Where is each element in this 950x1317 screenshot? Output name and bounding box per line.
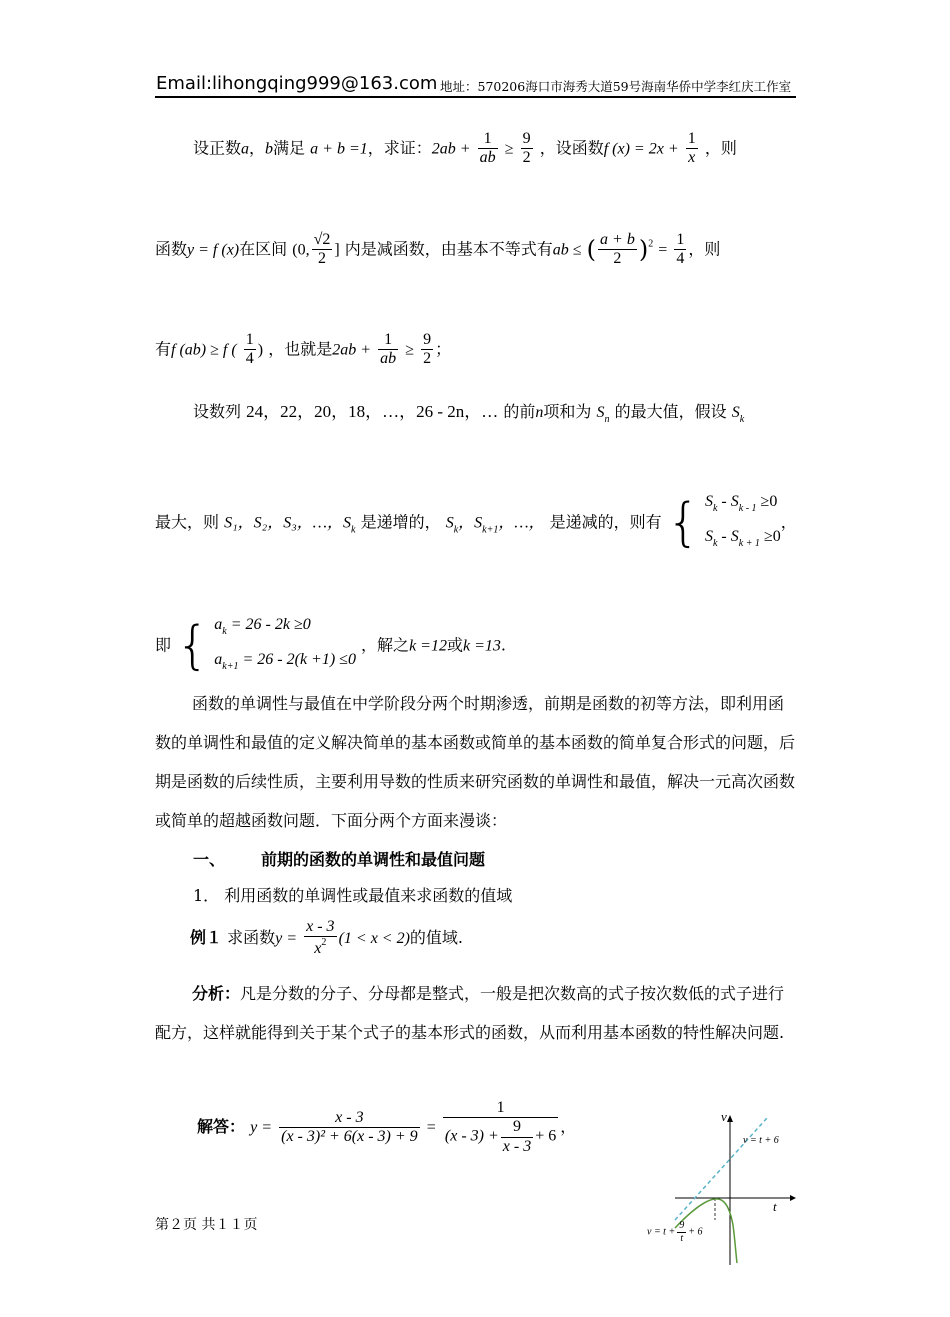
analysis-paragraph: 分析：凡是分数的分子、分母都是整式，一般是把次数高的式子按次数低的式子进行配方，这样就能得到关于某个式子的基本形式的函数，从而利用基本函数的特性解决问题. [155,984,785,1042]
page-footer: 第２页 共１１页 [155,1217,258,1233]
v-axis-arrow [727,1115,733,1122]
intro-paragraph: 函数的单调性与最值在中学阶段分两个时期渗透，前期是函数的初等方法，即利用函数的单调性和最值的定义解决简单的基本函数或简单的基本函数的简单复合形式的问题，后期是函数的后续性质，主要利用导数的性质来研究函数的单调性和最值，解决一元高次函数或简单的超越函数问题．下面分两个方面来漫谈： [155,694,796,830]
line-1: 设正数a，b满足 a + b =1，求证：2ab + $\frac{1}{ab}$ ≥ $\frac{9}{2}$ ，设函数f (x) = 2x + $\frac{1}{x}$ ，则 [193,130,737,167]
example-1: 例１ 求函数y = $\frac{x - 3}{x^2}$ (1 < x < 2)的值域. [190,918,464,958]
function-graph [647,1100,800,1270]
curve-label: v = t + $\frac{9}{t}$ + 6 [647,1220,703,1244]
subsection-heading: 1． 利用函数的单调性或最值来求函数的值域 [193,886,513,905]
line-label: v = t + 6 [743,1135,779,1146]
asymptote-line [675,1118,767,1220]
line-3: 有f (ab) ≥ f ( $\frac{1}{4}$ ) ，也就是2ab + $\frac{1}{ab}$ ≥ $\frac{9}{2}$ ； [155,331,452,368]
axis-v-label: v [721,1109,727,1124]
line-6: 即 { $a_k = 26 - 2k \ge 0$ $a_{k+1} = 26 - 2(k +1) \le 0$ ，解之k =12或k =13. [155,616,506,676]
header-email: Email:lihongqing999@163.com [156,73,438,94]
header-address: 地址：570206海口市海秀大道59号海南华侨中学李红庆工作室 [440,79,792,94]
line-5: 最大，则 S₁，S₂，S₃，…，$S_k$ 是递增的， $S_k$，$S_{k+1}$，…， 是递减的，则有 { $S_k - S_{k - 1} \ge 0$ $S_k - S_{k + 1} \ge 0$， [155,493,797,553]
line-2: 函数y = f (x)在区间 (0, $\frac{√2}{2}$ ] 内是减函数，由基本不等式有ab ≤ ( $\frac{a + b}{2}$ )$^2$ = $\frac{1}{4}$ ，则 [155,231,721,268]
axis-t-label: t [773,1199,777,1214]
header-rule [155,96,796,98]
graph-svg [655,1100,800,1270]
t-axis-arrow [790,1195,796,1201]
section-heading: 一、 前期的函数的单调性和最值问题 [193,850,486,869]
line-4: 设数列 24，22，20，18，…，26 - 2n，… 的前n项和为 $S_n$ 的最大值，假设 $S_k$ [193,402,745,425]
answer-line: 解答： y = $\frac{x - 3}{\text{(x - 3)² + 6(x - 3) + 9}}$ = 1 (x - 3) + $\frac{9}{x - 3}$ + 6 ， [197,1099,577,1155]
